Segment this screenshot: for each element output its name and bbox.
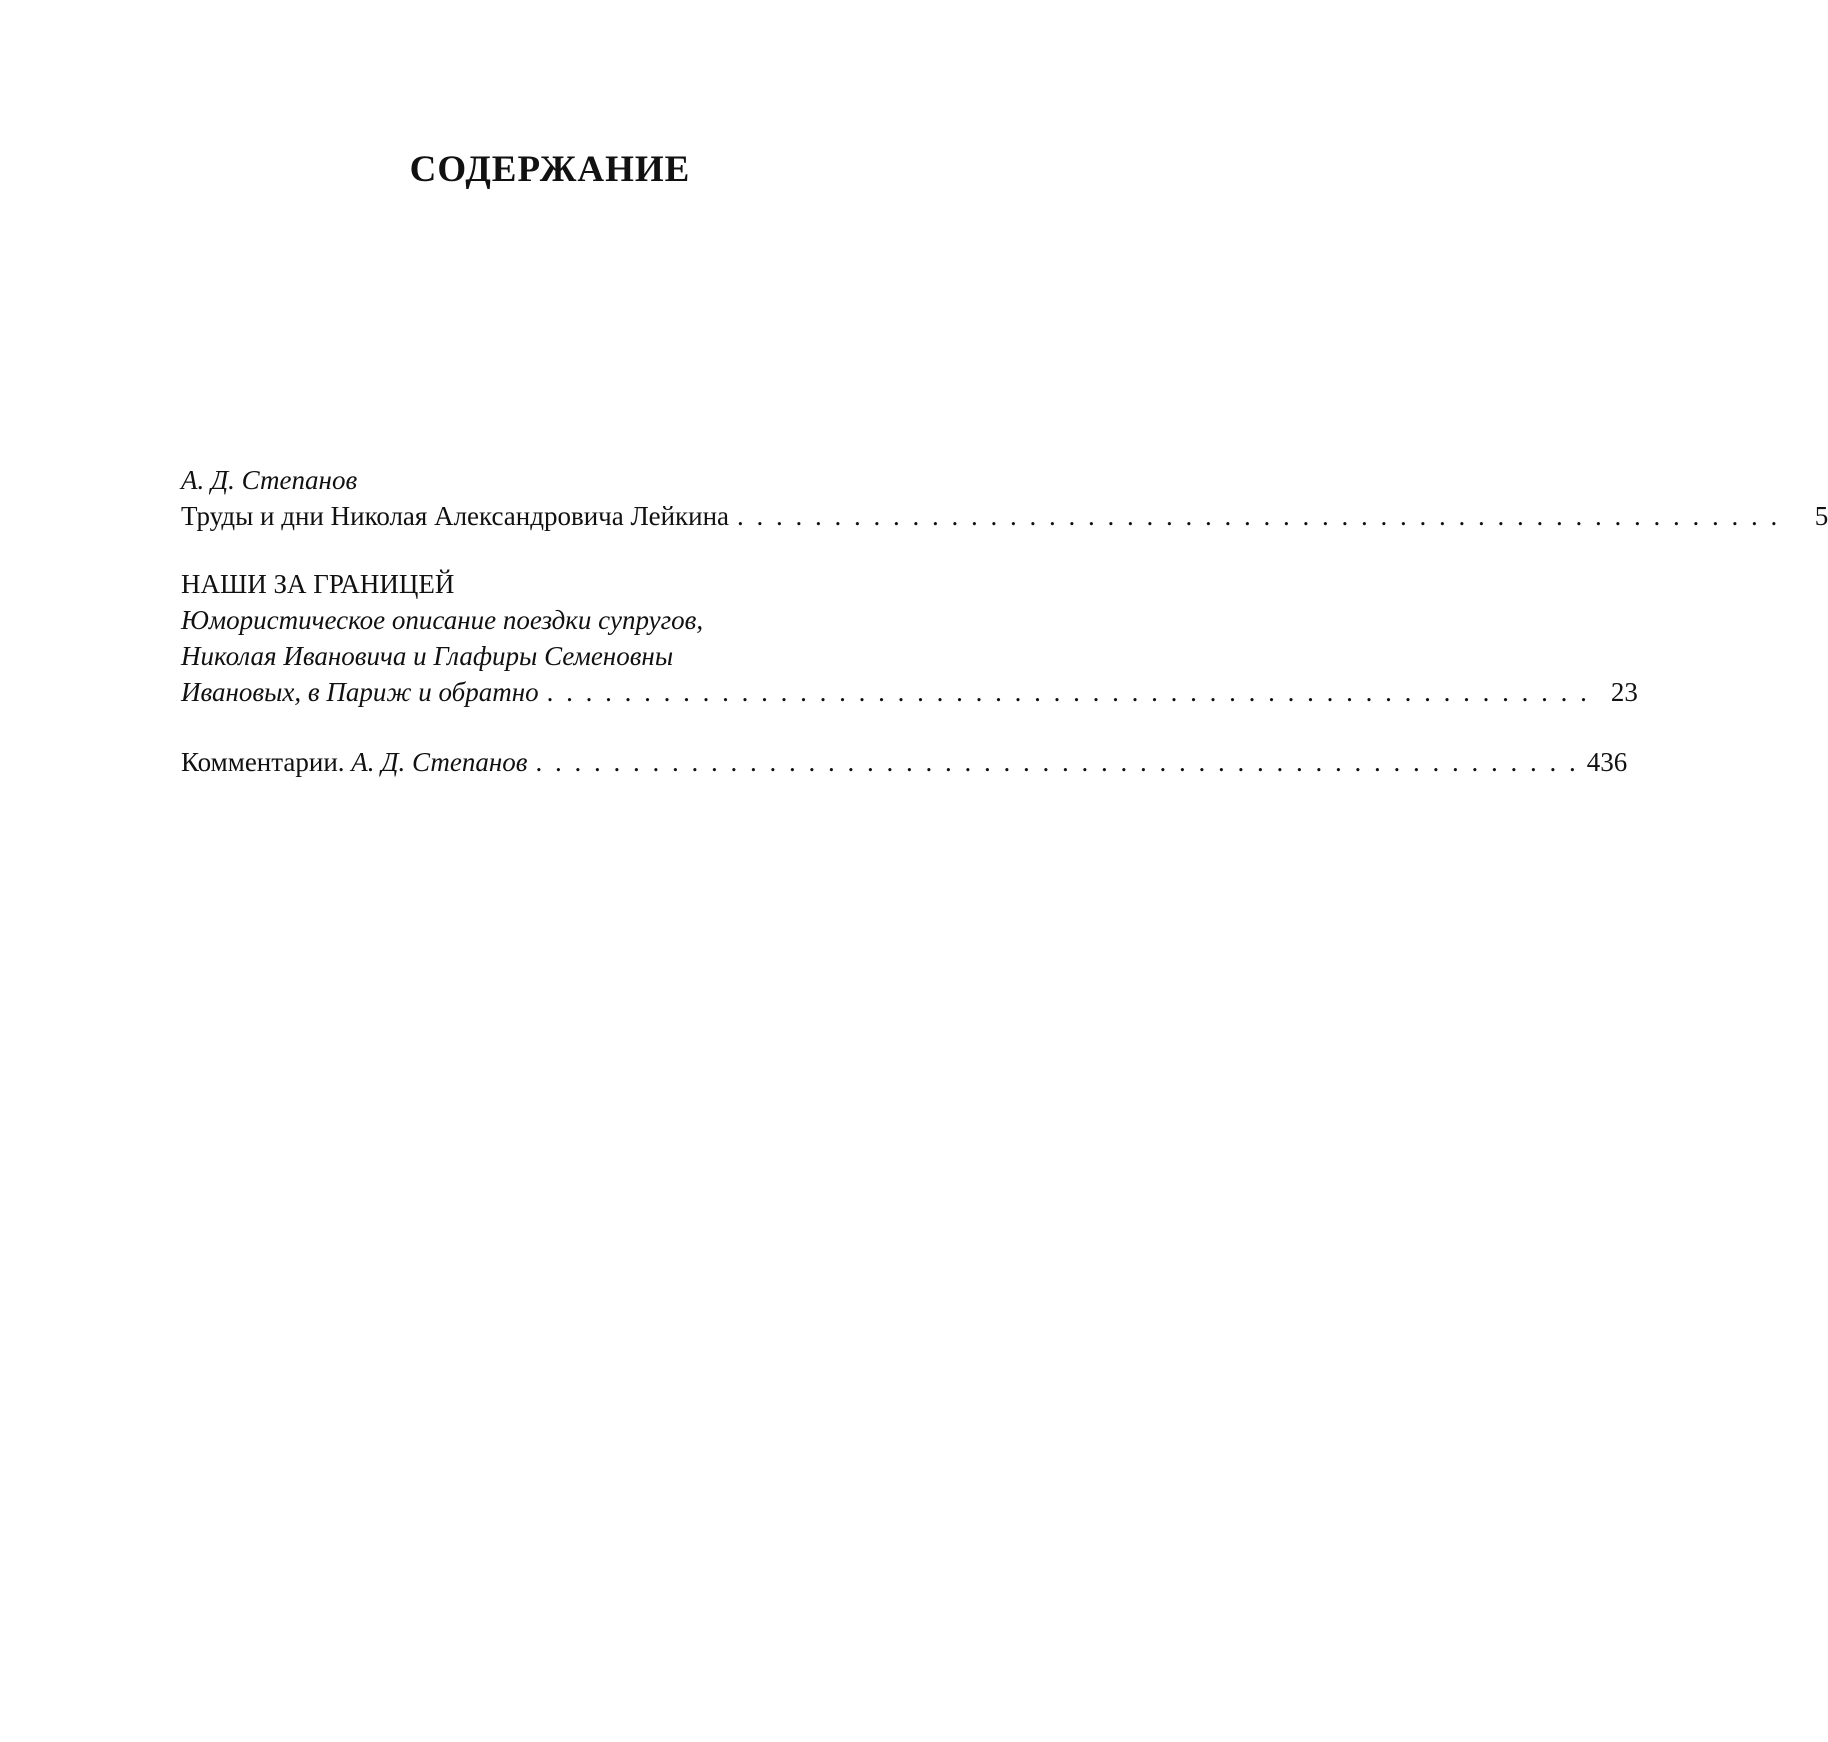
toc-entry-page: 23: [1610, 677, 1638, 707]
toc-entry-subtitle-line: Николая Ивановича и Глафиры Семеновны: [181, 641, 674, 671]
toc-entry-author: А. Д. Степанов: [351, 747, 528, 777]
spacer: [181, 710, 963, 744]
page-title: СОДЕРЖАНИЕ: [409, 149, 691, 190]
toc-entry-title: Труды и дни Николая Александровича Лейкина: [181, 501, 730, 531]
toc-entry-subtitle-line: Юмористическое описание поездки супругов,: [181, 605, 704, 635]
toc-entry-page: 436: [1586, 747, 1628, 777]
toc-entry-commentary: [181, 744, 1628, 780]
toc-entry-line: [181, 674, 1638, 710]
toc-entry-heading: НАШИ ЗА ГРАНИЦЕЙ: [181, 569, 455, 599]
toc-entry-title: Комментарии.: [181, 747, 345, 777]
toc-entry-main-work: [181, 566, 1638, 710]
dot-leader: . . . . . . . . . . . . . . . . . . . . . . . . . . . . . . . . . . . . . . . . . . . . . . . . . . . . . .: [546, 677, 1590, 707]
spacer: [181, 534, 963, 566]
dot-leader: . . . . . . . . . . . . . . . . . . . . . . . . . . . . . . . . . . . . . . . . . . . . . . . . . . . . . .: [737, 501, 1781, 531]
toc-entry-intro: [181, 462, 1828, 534]
toc-entry-page: 5: [1814, 501, 1828, 531]
table-of-contents: [181, 462, 1828, 780]
toc-entry-subtitle-line: Ивановых, в Париж и обратно: [181, 677, 539, 707]
dot-leader: . . . . . . . . . . . . . . . . . . . . . . . . . . . . . . . . . . . . . . . . . . . . . . . . . . . . . .: [535, 747, 1579, 777]
toc-entry-line: [181, 744, 1628, 780]
toc-entry-line: [181, 498, 1828, 534]
toc-entry-author: А. Д. Степанов: [181, 465, 358, 495]
